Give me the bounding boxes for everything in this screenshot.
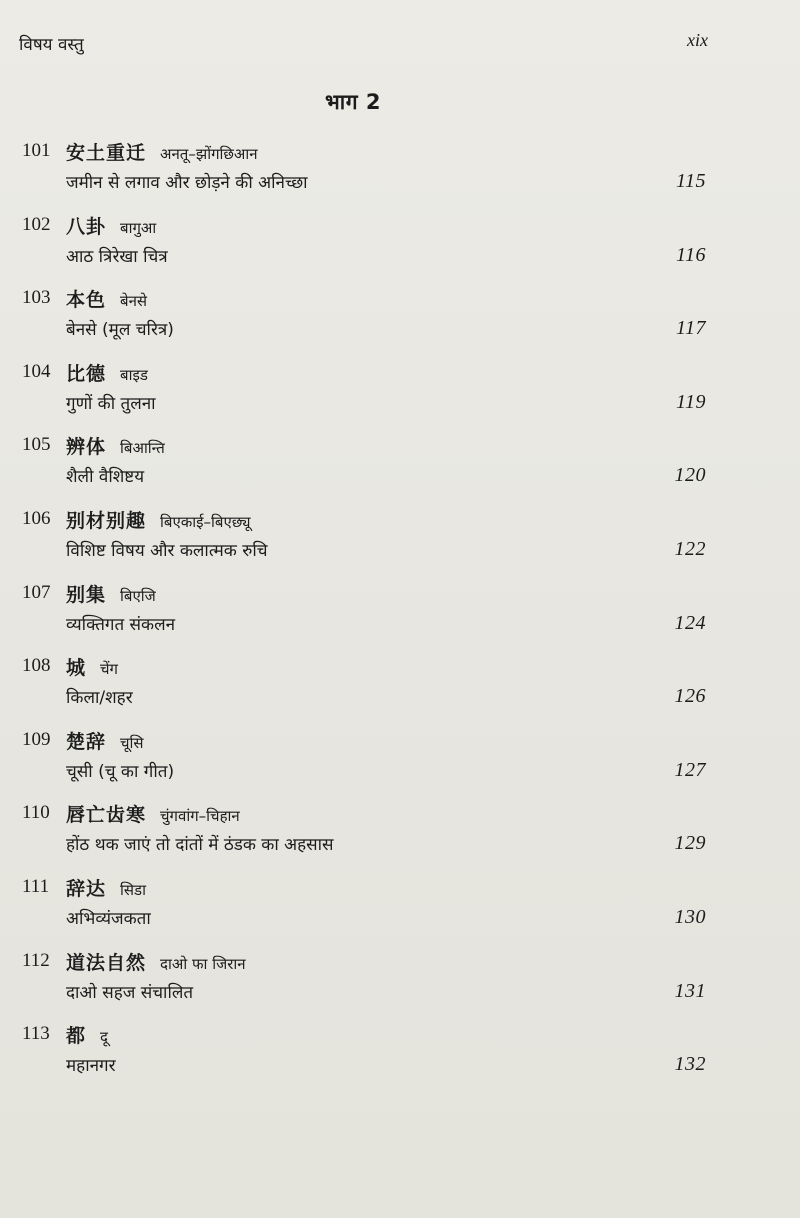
entry-transliteration: सिडा xyxy=(120,880,146,899)
entry-number: 111 xyxy=(22,875,50,897)
running-header-page-number: xix xyxy=(687,30,708,50)
entry-meaning: दाओ सहज संचालित xyxy=(66,982,194,1003)
toc-entry xyxy=(0,653,800,727)
entry-number: 106 xyxy=(22,507,51,529)
entry-page-number: 115 xyxy=(675,170,706,192)
entry-number: 105 xyxy=(22,434,51,456)
entry-chinese-term: 辞达 सिडा xyxy=(66,877,146,900)
entry-page-number: 122 xyxy=(674,537,706,560)
entry-page-number: 130 xyxy=(674,905,706,928)
entry-number: 101 xyxy=(22,140,51,161)
entry-meaning: आठ त्रिरेखा चित्र xyxy=(66,246,168,267)
entry-meaning: किला/शहर xyxy=(66,688,133,709)
entry-transliteration: चुंगवांग–चिहान xyxy=(160,807,240,826)
entry-page-number: 119 xyxy=(675,390,706,413)
toc-entry xyxy=(0,800,800,874)
entry-meaning: विशिष्ट विषय और कलात्मक रुचि xyxy=(66,540,268,561)
entry-number: 107 xyxy=(22,581,51,603)
toc-entry xyxy=(0,212,800,286)
entry-page-number: 116 xyxy=(675,243,706,266)
toc-entry xyxy=(0,580,800,654)
entry-page-number: 132 xyxy=(674,1053,706,1076)
entry-meaning: होंठ थक जाएं तो दांतों में ठंडक का अहसास xyxy=(66,835,334,856)
entry-transliteration: बागुआ xyxy=(120,218,157,237)
entry-transliteration: बेनसे xyxy=(120,292,148,311)
entry-chinese-term: 比德 बाइड xyxy=(66,362,148,385)
entry-chinese-term: 楚辞 चूसि xyxy=(66,730,144,753)
entry-page-number: 120 xyxy=(674,464,706,487)
toc-entry xyxy=(0,948,800,1022)
entry-page-number: 117 xyxy=(675,317,706,340)
entry-transliteration: चूसि xyxy=(120,733,144,752)
entry-transliteration: दू xyxy=(100,1028,108,1047)
entry-chinese-term: 辨体 बिआन्ति xyxy=(66,436,165,459)
entry-page-number: 129 xyxy=(674,832,706,855)
entry-meaning: बेनसे (मूल चरित्र) xyxy=(66,320,174,341)
entry-transliteration: बिएजि xyxy=(120,586,156,605)
toc-entry xyxy=(0,1021,800,1095)
toc-entry xyxy=(0,506,800,580)
entry-page-number: 131 xyxy=(674,979,706,1002)
entry-number: 104 xyxy=(22,360,51,382)
section-title: भाग 2 xyxy=(325,90,381,114)
entry-number: 108 xyxy=(22,655,51,677)
entry-chinese-term: 唇亡齿寒 चुंगवांग–चिहान xyxy=(66,804,240,827)
entry-chinese-term: 道法自然 दाओ फा जिरान xyxy=(66,951,246,974)
entry-chinese-term: 八卦 बागुआ xyxy=(66,215,157,238)
entry-chinese-term: 别材别趣 बिएकाई–बिएछ्यू xyxy=(66,509,251,532)
toc-entry xyxy=(0,874,800,948)
entry-transliteration: चेंग xyxy=(100,660,118,679)
entry-number: 110 xyxy=(22,802,50,824)
toc-entry xyxy=(0,285,800,359)
entry-transliteration: दाओ फा जिरान xyxy=(160,954,246,973)
entry-meaning: जमीन से लगाव और छोड़ने की अनिच्छा xyxy=(66,173,308,193)
entry-chinese-term: 安土重迁 अनतू–झोंगछिआन xyxy=(66,142,258,164)
toc-entry xyxy=(0,359,800,433)
toc-entry xyxy=(0,432,800,506)
entry-chinese-term: 都 दू xyxy=(66,1025,108,1048)
entry-meaning: गुणों की तुलना xyxy=(66,393,156,414)
toc-entry xyxy=(0,727,800,801)
entry-meaning: महानगर xyxy=(66,1056,116,1077)
entry-chinese-term: 别集 बिएजि xyxy=(66,583,156,606)
entry-transliteration: बिएकाई–बिएछ्यू xyxy=(160,512,251,531)
entry-number: 109 xyxy=(22,728,51,750)
entry-page-number: 126 xyxy=(674,685,706,708)
entry-transliteration: अनतू–झोंगछिआन xyxy=(160,145,258,163)
entry-number: 102 xyxy=(22,213,51,235)
running-header-title: विषय वस्तु xyxy=(19,35,84,55)
entry-number: 103 xyxy=(22,287,51,309)
entry-meaning: चूसी (चू का गीत) xyxy=(66,761,175,782)
entry-meaning: अभिव्यंजकता xyxy=(66,908,151,929)
entry-number: 113 xyxy=(22,1023,50,1045)
entry-number: 112 xyxy=(22,949,50,971)
entry-chinese-term: 城 चेंग xyxy=(66,657,118,680)
entry-transliteration: बिआन्ति xyxy=(120,439,165,458)
toc-entry xyxy=(0,138,800,212)
entry-page-number: 127 xyxy=(674,758,706,781)
entry-meaning: व्यक्तिगत संकलन xyxy=(66,614,176,635)
toc-entry-list xyxy=(0,138,800,1095)
entry-meaning: शैली वैशिष्टय xyxy=(66,467,145,488)
entry-transliteration: बाइड xyxy=(120,365,148,384)
entry-chinese-term: 本色 बेनसे xyxy=(66,289,148,312)
entry-page-number: 124 xyxy=(674,611,706,634)
